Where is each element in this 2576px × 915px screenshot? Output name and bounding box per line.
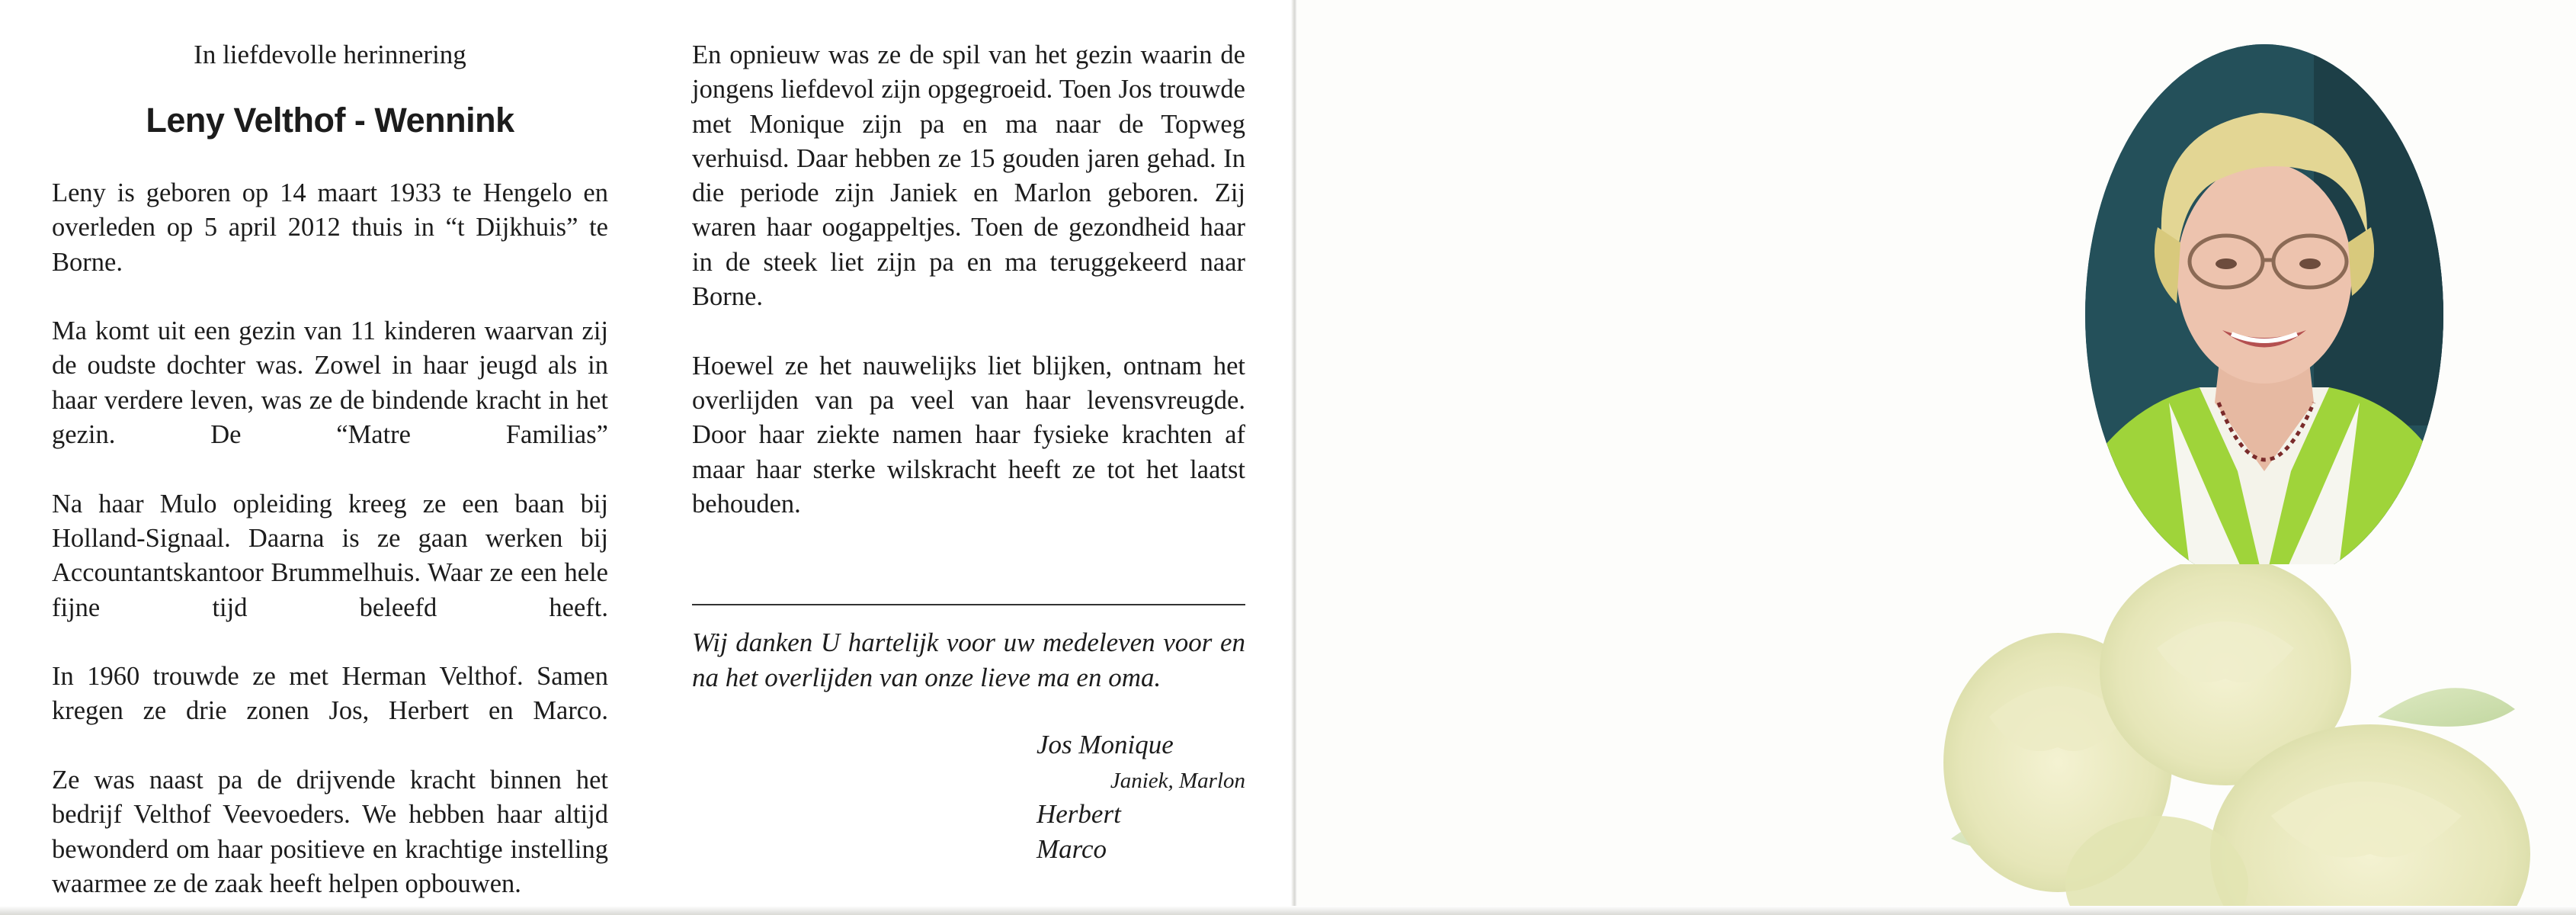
portrait-illustration (2085, 44, 2443, 586)
roses-illustration (1905, 564, 2576, 915)
biography-paragraph: In 1960 trouwde ze met Herman Velthof. Samen kregen ze drie zonen Jos, Herbert en Marco. (52, 662, 608, 726)
biography-paragraph: Na haar Mulo opleiding kreeg ze een baan bij Holland-Signaal. Daarna is ze gaan werken bij Accountantskantoor Brummelhuis. Waar ze een hele fijne tijd beleefd heeft. (52, 489, 608, 622)
card-bottom-edge (0, 906, 2576, 915)
biography-paragraph: Ze was naast pa de drijvende kracht binnen het bedrijf Velthof Veevoeders. We hebben haar altijd bewonderd om haar positieve en krachtige instelling waarmee ze de zaak heeft helpen opbouwen. (52, 766, 608, 898)
roses-decoration (1905, 564, 2576, 915)
card-fold (1291, 0, 1297, 915)
biography-paragraph: Ma komt uit een gezin van 11 kinderen waarvan zij de oudste dochter was. Zowel in haar jeugd als in haar verdere leven, was ze de bindende kracht in het gezin. De “Matre Familias” (52, 316, 608, 450)
biography-column-right (692, 38, 1245, 522)
biography-paragraph: Leny is geboren op 14 maart 1933 te Hengelo en overleden op 5 april 2012 thuis in “t Dijkhuis” te Borne. (52, 178, 608, 277)
biography-column-left (52, 176, 608, 901)
signature-marco: Marco (1036, 834, 1107, 864)
portrait-photo (2085, 44, 2443, 586)
deceased-name: Leny Velthof - Wennink (146, 101, 514, 140)
signature-grandchildren: Janiek, Marlon (1110, 769, 1245, 793)
signature-herbert: Herbert (1036, 799, 1121, 829)
divider-line (692, 604, 1245, 605)
biography-paragraph: Hoewel ze het nauwelijks liet blijken, ontnam het overlijden van pa veel van haar levensvreugde. Door haar ziekte namen haar fysieke krachten af maar haar sterke wilskracht heeft ze tot het laatst behouden. (692, 351, 1245, 518)
signature-jos-monique: Jos Monique (1036, 730, 1174, 759)
memorial-heading: In liefdevolle herinnering (194, 40, 466, 69)
thanks-message: Wij danken U hartelijk voor uw medeleven voor en na het overlijden van onze lieve ma en oma. (692, 628, 1245, 692)
biography-paragraph: En opnieuw was ze de spil van het gezin waarin de jongens liefdevol zijn opgegroeid. Toen Jos trouwde met Monique zijn pa en ma naar de Topweg verhuisd. Daar hebben ze 15 gouden jaren gehad. In die periode zijn Janiek en Marlon geboren. Zij waren haar oogappeltjes. Toen de gezondheid haar in de steek liet zijn pa en ma teruggekeerd naar Borne. (692, 40, 1245, 312)
